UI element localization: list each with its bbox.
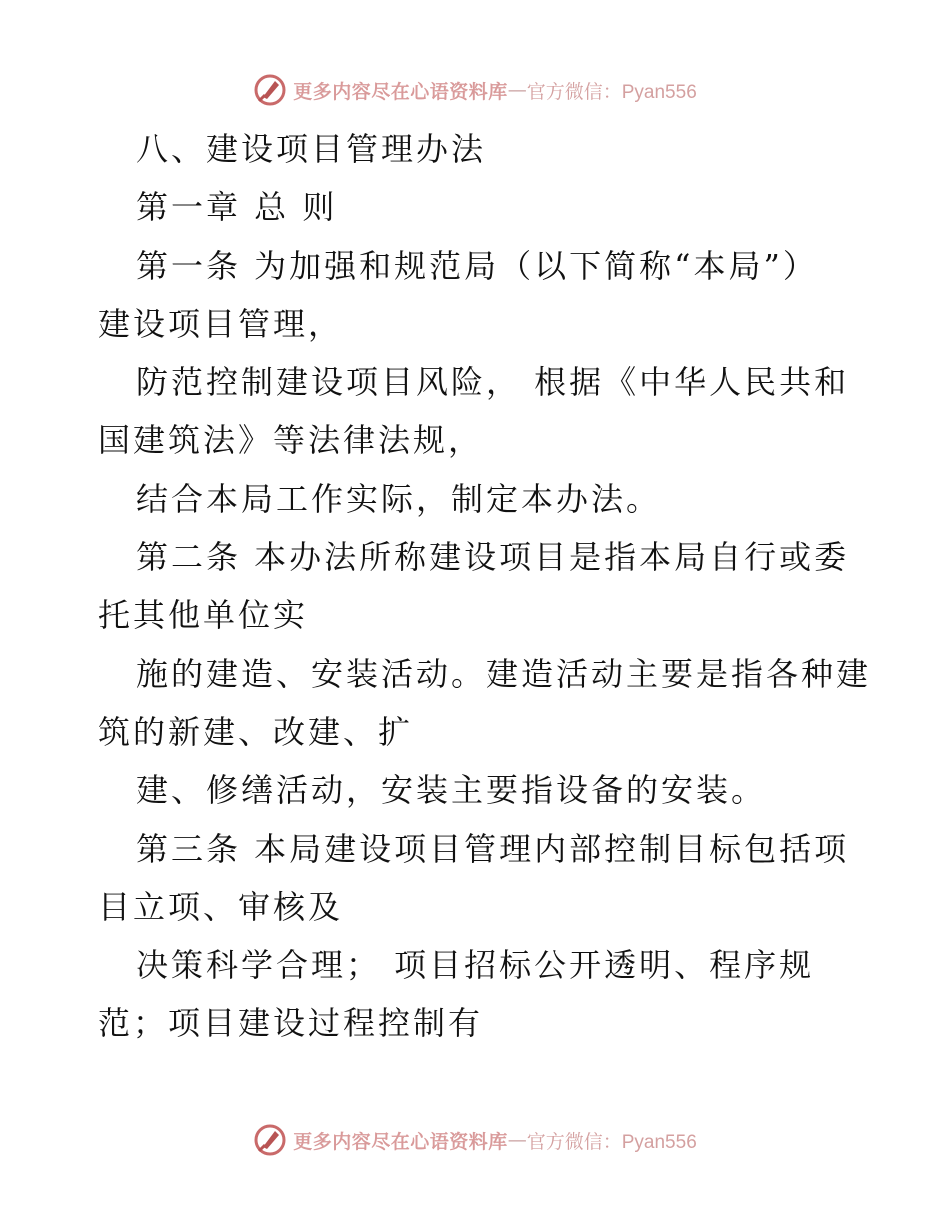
watermark-contact: 官方微信：Pyan556 <box>526 81 697 103</box>
text-line: 范；项目建设过程控制有 <box>98 1004 484 1043</box>
pen-nib-logo-icon <box>253 73 287 107</box>
watermark-separator: — <box>507 1129 527 1151</box>
text-line: 国建筑法》等法律法规， <box>98 421 484 460</box>
header-watermark <box>0 70 950 110</box>
watermark-main-text: 更多内容尽在心语资料库 <box>293 1130 508 1153</box>
text-line: 目立项、审核及 <box>98 887 344 926</box>
text-line: 筑的新建、改建、扩 <box>98 712 414 751</box>
watermark-main-text: 更多内容尽在心语资料库 <box>293 80 508 103</box>
chapter-heading: 第一章 总 则 <box>136 188 338 227</box>
pen-nib-logo-icon <box>253 1123 287 1157</box>
document-body <box>98 120 872 1053</box>
footer-watermark <box>0 1120 950 1160</box>
text-line: 第一条 为加强和规范局（以下简称“本局”） <box>136 246 818 285</box>
text-line: 第二条 本办法所称建设项目是指本局自行或委 <box>136 538 850 577</box>
text-line: 建、修缮活动，安装主要指设备的安装。 <box>136 771 767 810</box>
text-line: 结合本局工作实际，制定本办法。 <box>136 479 662 518</box>
text-line: 第三条 本局建设项目管理内部控制目标包括项 <box>136 829 850 868</box>
text-line: 防范控制建设项目风险， 根据《中华人民共和 <box>136 363 850 402</box>
text-line: 托其他单位实 <box>98 596 309 635</box>
section-heading: 八、建设项目管理办法 <box>136 130 487 168</box>
text-line: 建设项目管理， <box>98 304 344 343</box>
watermark-separator: — <box>507 79 527 101</box>
watermark-contact: 官方微信：Pyan556 <box>526 1131 697 1153</box>
text-line: 决策科学合理； 项目招标公开透明、程序规 <box>136 946 815 985</box>
text-line: 施的建造、安装活动。建造活动主要是指各种建 <box>136 654 872 693</box>
